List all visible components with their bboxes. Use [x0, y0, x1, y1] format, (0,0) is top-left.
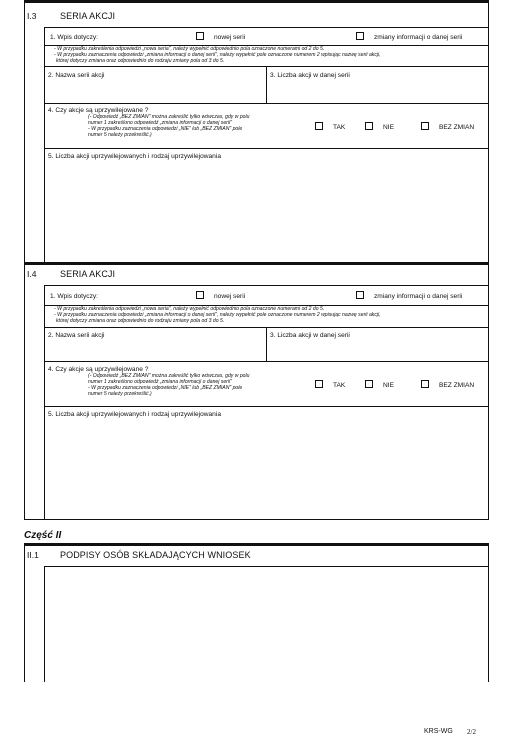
row-divider	[44, 285, 489, 286]
option-unchanged-label: BEZ ZMIAN	[439, 124, 475, 131]
option-no-label: NIE	[383, 382, 394, 389]
field-1-label: 1. Wpis dotyczy:	[50, 293, 99, 300]
field-4-label: 4. Czy akcje są uprzywilejowane ?	[48, 107, 149, 114]
checkbox-yes[interactable]	[315, 380, 323, 388]
section-number: II.1	[27, 550, 39, 560]
field-3-label: 3. Liczba akcji w danej serii	[270, 332, 350, 339]
checkbox-yes[interactable]	[315, 122, 323, 130]
field-5-label: 5. Liczba akcji uprzywilejowanych i rodzaj uprzywilejowania	[48, 153, 221, 160]
field-4-note: numer 5 należy przekreślić.)	[88, 391, 152, 397]
section-right-border	[488, 543, 489, 682]
preferred-shares-textarea[interactable]	[45, 420, 487, 518]
option-no-label: NIE	[383, 124, 394, 131]
section-top-border	[24, 262, 489, 265]
checkbox-unchanged[interactable]	[421, 380, 429, 388]
option-change-info-label: zmiany informacji o danej serii	[374, 293, 463, 300]
checkbox-change-info[interactable]	[356, 291, 364, 299]
instruction-note: - W przypadku zaznaczenia odpowiedzi „zmiana informacji o danej serii", należy wypełnić pole oznaczone numerem 2 wpisując nazwę serii akcji,	[54, 312, 381, 318]
field-4-note: (- Odpowiedź „BEZ ZMIAN" można zakreślić tylko wówczas, gdy w polu	[88, 114, 250, 120]
series-name-input[interactable]	[45, 80, 265, 102]
field-4-note: - W przypadku zaznaczenia odpowiedzi „NIE" lub „BEZ ZMIAN" pole	[88, 385, 243, 391]
instruction-note: - W przypadku zakreślenia odpowiedzi „nowa seria", należy wypełnić odpowiednio pola oznaczone numerami od 2 do 5.	[54, 46, 325, 52]
option-unchanged-label: BEZ ZMIAN	[439, 382, 475, 389]
part-title: Część II	[24, 530, 62, 541]
option-yes-label: TAK	[333, 124, 346, 131]
preferred-shares-textarea[interactable]	[45, 162, 487, 260]
row-divider	[44, 361, 489, 362]
share-count-input[interactable]	[267, 340, 487, 360]
field-4-note: - W przypadku zaznaczenia odpowiedzi „NIE" lub „BEZ ZMIAN" pole	[88, 126, 243, 132]
section-number: I.4	[27, 269, 37, 279]
section-title: PODPISY OSÓB SKŁADAJĄCYCH WNIOSEK	[60, 550, 251, 560]
checkbox-unchanged[interactable]	[421, 122, 429, 130]
share-count-input[interactable]	[267, 80, 487, 102]
series-name-input[interactable]	[45, 340, 265, 360]
checkbox-new-series[interactable]	[196, 291, 204, 299]
section-left-border	[24, 0, 25, 262]
option-new-series-label: nowej serii	[214, 34, 246, 41]
checkbox-no[interactable]	[365, 380, 373, 388]
checkbox-no[interactable]	[365, 122, 373, 130]
row-divider	[44, 148, 489, 149]
option-yes-label: TAK	[333, 382, 346, 389]
section-left-border	[24, 262, 25, 520]
section-title: SERIA AKCJI	[60, 11, 116, 21]
section-top-border	[24, 0, 489, 3]
field-3-label: 3. Liczba akcji w danej serii	[270, 72, 350, 79]
section-top-border	[24, 543, 489, 546]
instruction-note: której dotyczy zmiana oraz odpowiednio do rodzaju zmiany pola od 3 do 5.	[56, 318, 225, 324]
option-new-series-label: nowej serii	[214, 293, 246, 300]
field-4-note: numer 5 należy przekreślić.)	[88, 132, 152, 138]
field-4-label: 4. Czy akcje są uprzywilejowane ?	[48, 366, 149, 373]
instruction-note: której dotyczy zmiana oraz odpowiednio do rodzaju zmiany pola od 3 do 5.	[56, 58, 225, 64]
page-number: 2/2	[467, 728, 476, 736]
field-2-label: 2. Nazwa serii akcji	[48, 332, 105, 339]
field-4-note: numer 1 zakreślono odpowiedź „zmiana informacji o danej serii"	[88, 379, 232, 385]
signatures-area[interactable]	[45, 567, 487, 681]
section-number: I.3	[27, 11, 37, 21]
field-1-label: 1. Wpis dotyczy:	[50, 34, 99, 41]
instruction-note: - W przypadku zakreślenia odpowiedzi „nowa seria", należy wypełnić odpowiednio pola oznaczone numerami od 2 do 5.	[54, 306, 325, 312]
section-title: SERIA AKCJI	[60, 269, 116, 279]
checkbox-new-series[interactable]	[196, 32, 204, 40]
row-divider	[44, 406, 489, 407]
section-right-border	[488, 0, 489, 262]
field-5-label: 5. Liczba akcji uprzywilejowanych i rodzaj uprzywilejowania	[48, 411, 221, 418]
section-right-border	[488, 262, 489, 520]
row-divider	[44, 27, 489, 28]
field-4-note: (- Odpowiedź „BEZ ZMIAN" można zakreślić tylko wówczas, gdy w polu	[88, 373, 250, 379]
field-2-label: 2. Nazwa serii akcji	[48, 72, 105, 79]
form-code: KRS-WG	[424, 728, 453, 735]
field-4-note: numer 1 zakreślono odpowiedź „zmiana informacji o danej serii"	[88, 120, 232, 126]
section-bottom-border	[24, 519, 489, 520]
section-left-border	[24, 543, 25, 682]
option-change-info-label: zmiany informacji o danej serii	[374, 34, 463, 41]
instruction-note: - W przypadku zaznaczenia odpowiedzi „zmiana informacji o danej serii", należy wypełnić pole oznaczone numerem 2 wpisując nazwę serii akcji,	[54, 52, 381, 58]
row-divider	[44, 103, 489, 104]
checkbox-change-info[interactable]	[356, 32, 364, 40]
